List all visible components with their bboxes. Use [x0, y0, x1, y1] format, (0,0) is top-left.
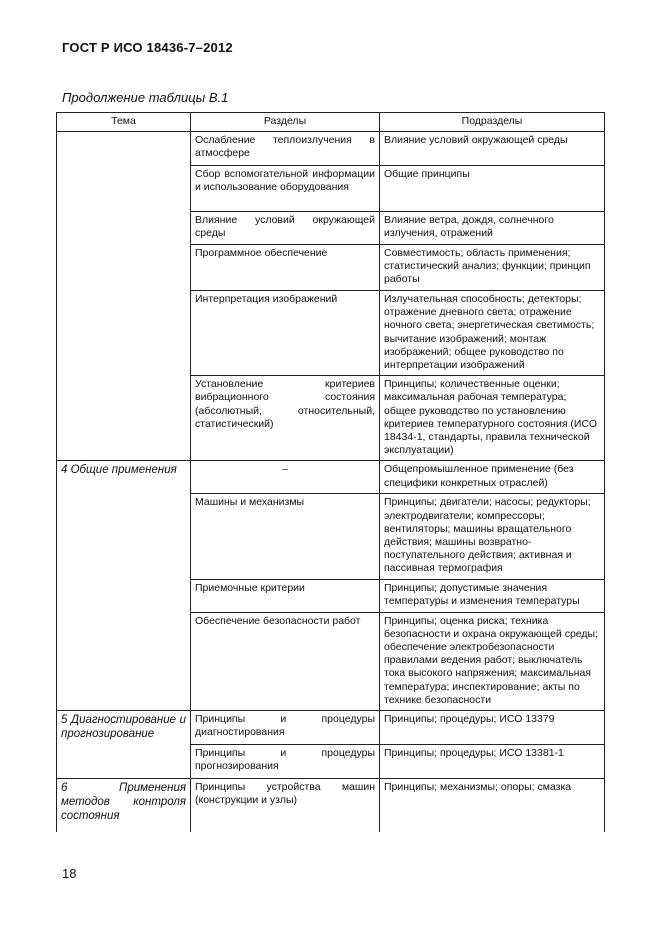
section-cell: Сбор вспомогательной информации и использование оборудования: [191, 166, 380, 212]
subsection-cell: Общие принципы: [380, 166, 605, 212]
table-row: [57, 132, 605, 166]
subsection-cell: Влияние условий окружающей среды: [380, 132, 605, 166]
section-cell: Программное обеспечение: [191, 245, 380, 291]
theme-cell: 5 Диагностирование и прогнозирование: [57, 711, 191, 779]
column-header-sections: Разделы: [191, 113, 380, 132]
column-header-subsections: Подразделы: [380, 113, 605, 132]
subsection-cell: Принципы; процедуры; ИСО 13381-1: [380, 745, 605, 779]
section-cell: Обеспечение безопасности работ: [191, 612, 380, 710]
section-cell: Принципы устройства машин (конструкции и узлы): [191, 779, 380, 833]
section-cell: Интерпретация изображений: [191, 291, 380, 376]
table-row: [57, 711, 605, 745]
subsection-cell: Совместимость; область применения; статистический анализ; функции; принцип работы: [380, 245, 605, 291]
column-header-theme: Тема: [57, 113, 191, 132]
requirements-table: [56, 112, 605, 832]
document-header: ГОСТ Р ИСО 18436-7–2012: [62, 40, 233, 55]
theme-cell: 4 Общие применения: [57, 461, 191, 711]
subsection-cell: Влияние ветра, дождя, солнечного излучения, отражений: [380, 212, 605, 245]
theme-cell: [57, 132, 191, 461]
subsection-cell: Излучательная способность; детекторы; отражение дневного света; отражение ночного света; энергетическая светимость; вычитание изображений; монтаж изображений; общее руководство по интерпретации изображений: [380, 291, 605, 376]
table-row: [57, 461, 605, 494]
section-cell: Приемочные критерии: [191, 579, 380, 612]
table-header-row: [57, 113, 605, 132]
section-cell: Принципы и процедуры прогнозирования: [191, 745, 380, 779]
subsection-cell: Принципы; оценка риска; техника безопасности и охрана окружающей среды; обеспечение электробезопасности правилами ведения работ; выключатель тока высокого напряжения; максимальная температура; инспектирование; акты по технике безопасности: [380, 612, 605, 710]
subsection-cell: Принципы; количественные оценки; максимальная рабочая температура; общее руководство по установлению критериев температурного состояния (ИСО 18434-1, стандарты, правила технической эксплуатации): [380, 376, 605, 461]
subsection-cell: Принципы; механизмы; опоры; смазка: [380, 779, 605, 833]
section-cell: –: [191, 461, 380, 494]
subsection-cell: Принципы; процедуры; ИСО 13379: [380, 711, 605, 745]
subsection-cell: Общепромышленное применение (без специфики конкретных отраслей): [380, 461, 605, 494]
section-cell: Установление критериев вибрационного состояния (абсолютный, относительный, статистический): [191, 376, 380, 461]
section-cell: Принципы и процедуры диагностирования: [191, 711, 380, 745]
theme-cell: 6 Применения методов контроля состояния: [57, 779, 191, 833]
subsection-cell: Принципы; допустимые значения температуры и изменения температуры: [380, 579, 605, 612]
section-cell: Машины и механизмы: [191, 494, 380, 579]
page-number: 18: [62, 866, 77, 881]
table-caption: Продолжение таблицы В.1: [62, 90, 229, 105]
section-cell: Влияние условий окружающей среды: [191, 212, 380, 245]
section-cell: Ослабление теплоизлучения в атмосфере: [191, 132, 380, 166]
subsection-cell: Принципы; двигатели; насосы; редукторы; электродвигатели; компрессоры; вентиляторы; машины вращательного действия; машины возвратно-поступательного действия; активная и пассивная термография: [380, 494, 605, 579]
table-row: [57, 779, 605, 833]
